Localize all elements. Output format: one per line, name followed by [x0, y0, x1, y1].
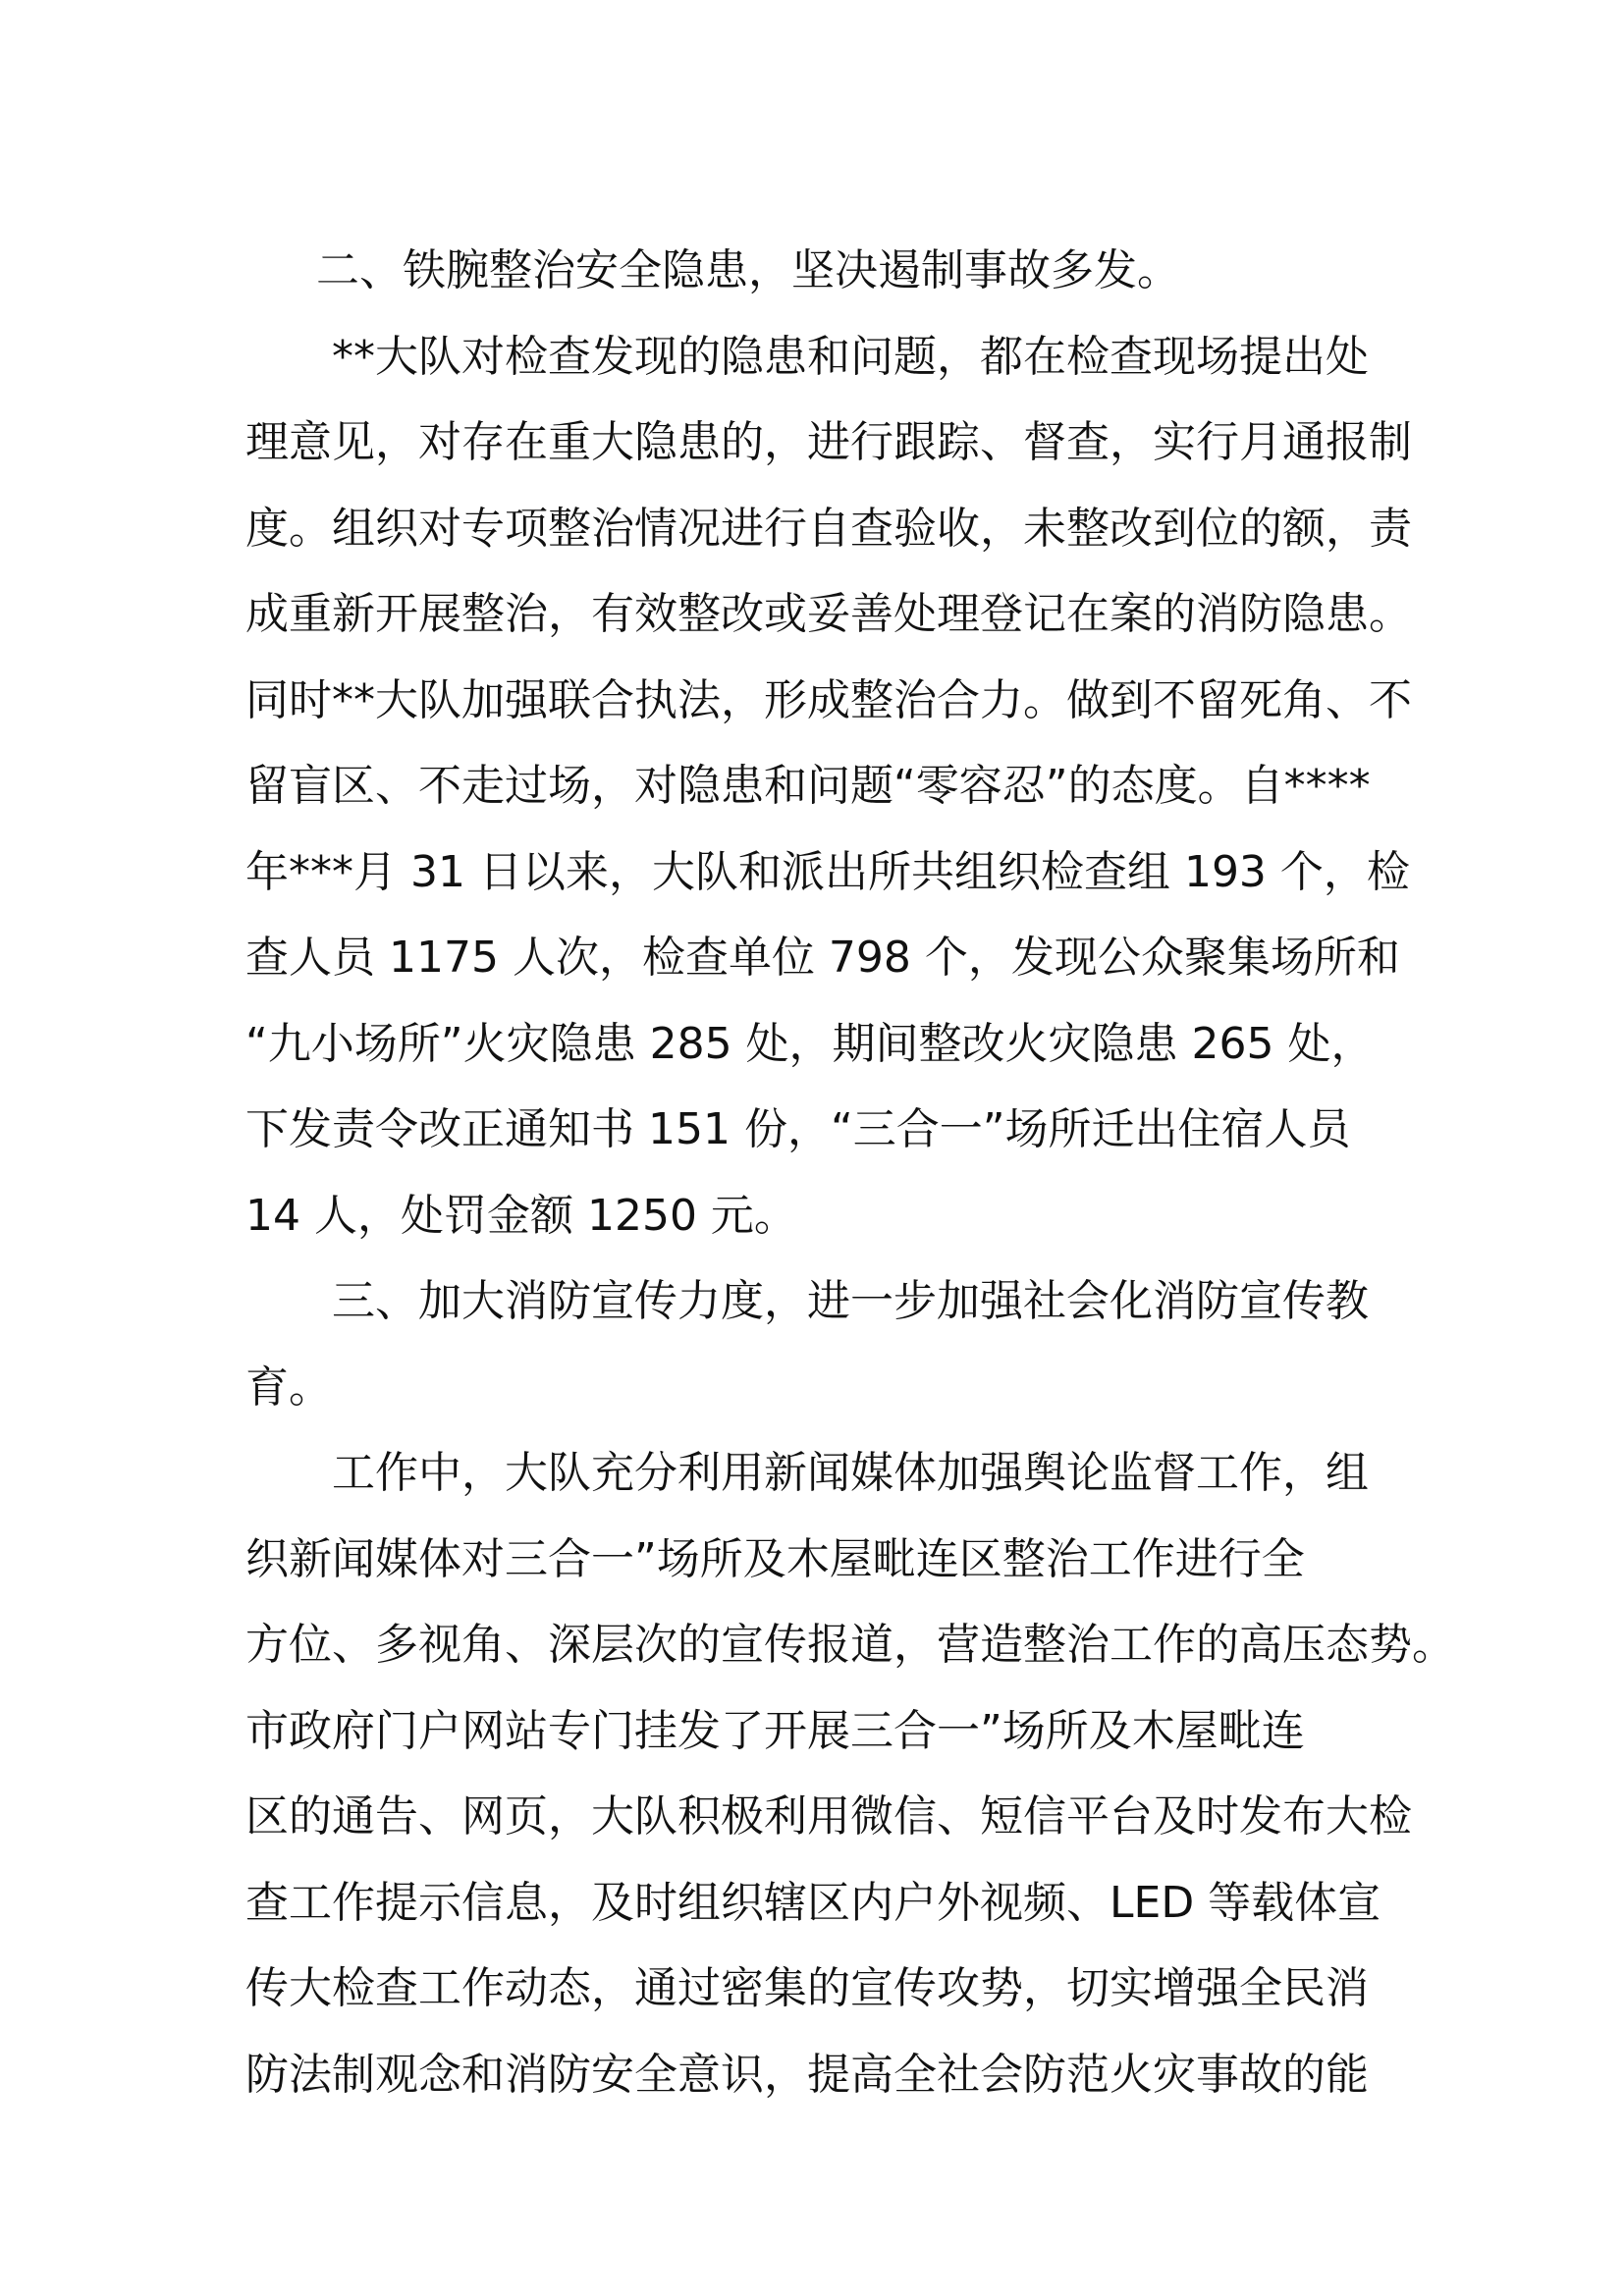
- paragraph-line: 成重新开展整治，有效整改或妥善处理登记在案的消防隐患。: [245, 589, 1412, 639]
- paragraph-line: 织新闻媒体对三合一”场所及木屋毗连区整治工作进行全: [245, 1533, 1305, 1584]
- paragraph-line: 工作中，大队充分利用新闻媒体加强舆论监督工作，组: [332, 1448, 1369, 1498]
- paragraph-line: 区的通告、网页，大队积极利用微信、短信平台及时发布大检: [245, 1791, 1412, 1842]
- paragraph-line: 度。组织对专项整治情况进行自查验收，未整改到位的额，责: [245, 503, 1412, 554]
- section-heading-2: 二、铁腕整治安全隐患，坚决遏制事故多发。: [316, 245, 1180, 295]
- paragraph-line: **大队对检查发现的隐患和问题，都在检查现场提出处: [332, 331, 1369, 382]
- paragraph-line: 查人员 1175 人次，检查单位 798 个，发现公众聚集场所和: [245, 933, 1400, 983]
- paragraph-line: 查工作提示信息，及时组织辖区内户外视频、LED 等载体宣: [245, 1877, 1381, 1928]
- paragraph-line: 下发责令改正通知书 151 份，“三合一”场所迁出住宿人员: [245, 1104, 1351, 1154]
- paragraph-line: 同时**大队加强联合执法，形成整治合力。做到不留死角、不: [245, 674, 1412, 725]
- paragraph-line: 方位、多视角、深层次的宣传报道，营造整治工作的高压态势。: [245, 1620, 1455, 1670]
- paragraph-line: 年***月 31 日以来，大队和派出所共组织检查组 193 个，检: [245, 846, 1410, 897]
- paragraph-line: 防法制观念和消防安全意识，提高全社会防范火灾事故的能: [245, 2049, 1369, 2100]
- paragraph-line: 14 人，处罚金额 1250 元。: [245, 1190, 797, 1241]
- paragraph-line: 留盲区、不走过场，对隐患和问题“零容忍”的态度。自****: [245, 761, 1371, 811]
- section-heading-3-cont: 育。: [245, 1362, 332, 1413]
- paragraph-line: 传大检查工作动态，通过密集的宣传攻势，切实增强全民消: [245, 1963, 1369, 2013]
- paragraph-line: 理意见，对存在重大隐患的，进行跟踪、督查，实行月通报制: [245, 417, 1412, 467]
- document-body: [245, 228, 1455, 2117]
- paragraph-line: “九小场所”火灾隐患 285 处，期间整改火灾隐患 265 处，: [245, 1018, 1375, 1069]
- section-heading-3: 三、加大消防宣传力度，进一步加强社会化消防宣传教: [332, 1276, 1369, 1326]
- paragraph-line: 市政府门户网站专门挂发了开展三合一”场所及木屋毗连: [245, 1705, 1305, 1756]
